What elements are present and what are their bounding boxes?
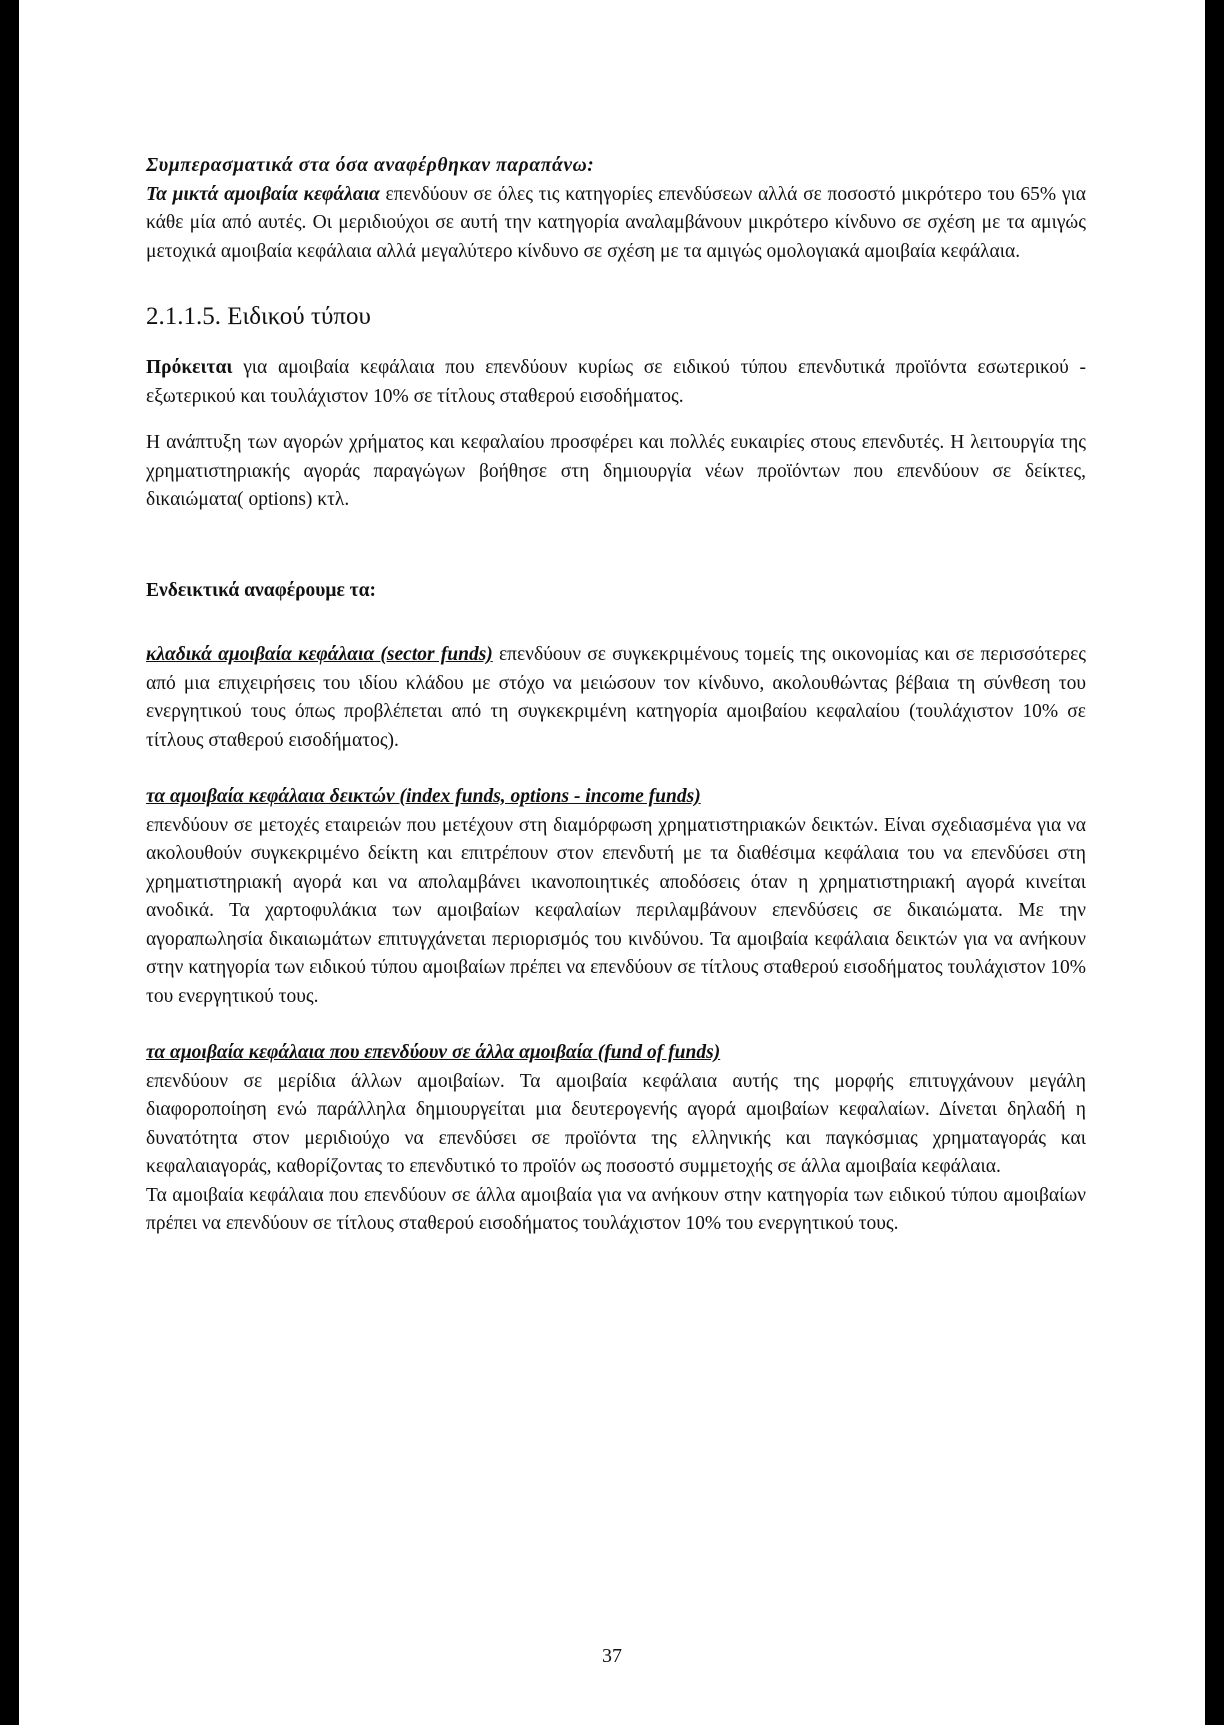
- section-paragraph: Η ανάπτυξη των αγορών χρήματος και κεφαλαίου προσφέρει και πολλές ευκαιρίες στους επενδυτές. Η λειτουργία της χρηματιστηριακής αγοράς παραγώγων βοήθησε στη δημιουργία νέων προϊόντων που επενδύουν σε δείκτες, δικαιώματα( options) κτλ.: [146, 432, 1086, 510]
- document-page: [19, 0, 1205, 1725]
- example-item: [146, 641, 1086, 755]
- example-term: τα αμοιβαία κεφάλαια δεικτών (index funds, options - income funds): [146, 786, 701, 807]
- example-item: [146, 783, 1086, 812]
- conclusion-heading: Συμπερασματικά στα όσα αναφέρθηκαν παραπάνω:: [146, 155, 595, 176]
- conclusion-text: επενδύουν σε όλες τις κατηγορίες επενδύσεων αλλά σε ποσοστό μικρότερο του 65% για κάθε μία από αυτές. Οι μεριδιούχοι σε αυτή την κατηγορία αναλαμβάνουν μικρότερο κίνδυνο σε σχέση με τα αμιγώς μετοχικά αμοιβαία κεφάλαια αλλά μεγαλύτερο κίνδυνο σε σχέση με τα αμιγώς ομολογιακά αμοιβαία κεφάλαια.: [146, 183, 1086, 262]
- example-term: κλαδικά αμοιβαία κεφάλαια (sector funds): [146, 644, 493, 665]
- example-term: τα αμοιβαία κεφάλαια που επενδύουν σε άλλα αμοιβαία (fund of funds): [146, 1042, 721, 1063]
- page-content: [146, 152, 1086, 1239]
- conclusion-lead: Τα μικτά αμοιβαία κεφάλαια: [146, 183, 380, 205]
- conclusion-paragraph: [146, 181, 1086, 267]
- example-text: επενδύουν σε μερίδια άλλων αμοιβαίων. Τα αμοιβαία κεφάλαια αυτής της μορφής επιτυγχάνουν μεγάλη διαφοροποίηση ενώ παράλληλα δημιουργείται μια δευτερογενής αγορά αμοιβαίων κεφαλαίων. Δίνεται δηλαδή η δυνατότητα στον μεριδιούχο να επενδύσει σε προϊόντα της ελληνικής και παγκόσμιας χρηματαγοράς και κεφαλαιαγοράς, καθορίζοντας το επενδυτικό το προϊόν ως ποσοστό συμμετοχής σε άλλα αμοιβαία κεφάλαια.: [146, 1070, 1086, 1177]
- page-number: 37: [602, 1645, 622, 1667]
- examples-heading: Ενδεικτικά αναφέρουμε τα:: [146, 579, 377, 601]
- section-intro: [146, 354, 1086, 411]
- section-intro-lead: Πρόκειται: [146, 357, 233, 378]
- example-item: [146, 1039, 1086, 1068]
- example-text: επενδύουν σε μετοχές εταιρειών που μετέχουν στη διαμόρφωση χρηματιστηριακών δεικτών. Είναι σχεδιασμένα για να ακολουθούν συγκεκριμένο δείκτη και επιτρέπουν στον επενδυτή με τα διαθέσιμα κεφάλαια του να επενδύσει στη χρηματιστηριακή αγορά και να απολαμβάνει ικανοποιητικές αποδόσεις όταν η χρηματιστηριακή αγορά κινείται ανοδικά. Τα χαρτοφυλάκια των αμοιβαίων κεφαλαίων περιλαμβάνουν επενδύσεις σε δικαιώματα. Με την αγοραπωλησία δικαιωμάτων επιτυγχάνεται περιορισμός του κινδύνου. Τα αμοιβαία κεφάλαια δεικτών για να ανήκουν στην κατηγορία των ειδικού τύπου αμοιβαίων πρέπει να επενδύουν σε τίτλους σταθερού εισοδήματος τουλάχιστον 10% του ενεργητικού τους.: [146, 814, 1086, 1007]
- section-heading: 2.1.1.5. Ειδικού τύπου: [146, 303, 371, 330]
- example-text-continued: Τα αμοιβαία κεφάλαια που επενδύουν σε άλλα αμοιβαία για να ανήκουν στην κατηγορία των ειδικού τύπου αμοιβαίων πρέπει να επενδύουν σε τίτλους σταθερού εισοδήματος τουλάχιστον 10% του ενεργητικού τους.: [146, 1184, 1086, 1234]
- section-intro-text: για αμοιβαία κεφάλαια που επενδύουν κυρίως σε ειδικού τύπου επενδυτικά προϊόντα εσωτερικού - εξωτερικού και τουλάχιστον 10% σε τίτλους σταθερού εισοδήματος.: [146, 357, 1086, 407]
- example-text: επενδύουν σε συγκεκριμένους τομείς της οικονομίας και σε περισσότερες από μια επιχειρήσεις του ιδίου κλάδου με στόχο να μειώσουν τον κίνδυνο, ακολουθώντας βέβαια τη σύνθεση του ενεργητικού τους όπως προβλέπεται από τη συγκεκριμένη κατηγορία αμοιβαίου κεφαλαίου (τουλάχιστον 10% σε τίτλους σταθερού εισοδήματος).: [146, 644, 1086, 751]
